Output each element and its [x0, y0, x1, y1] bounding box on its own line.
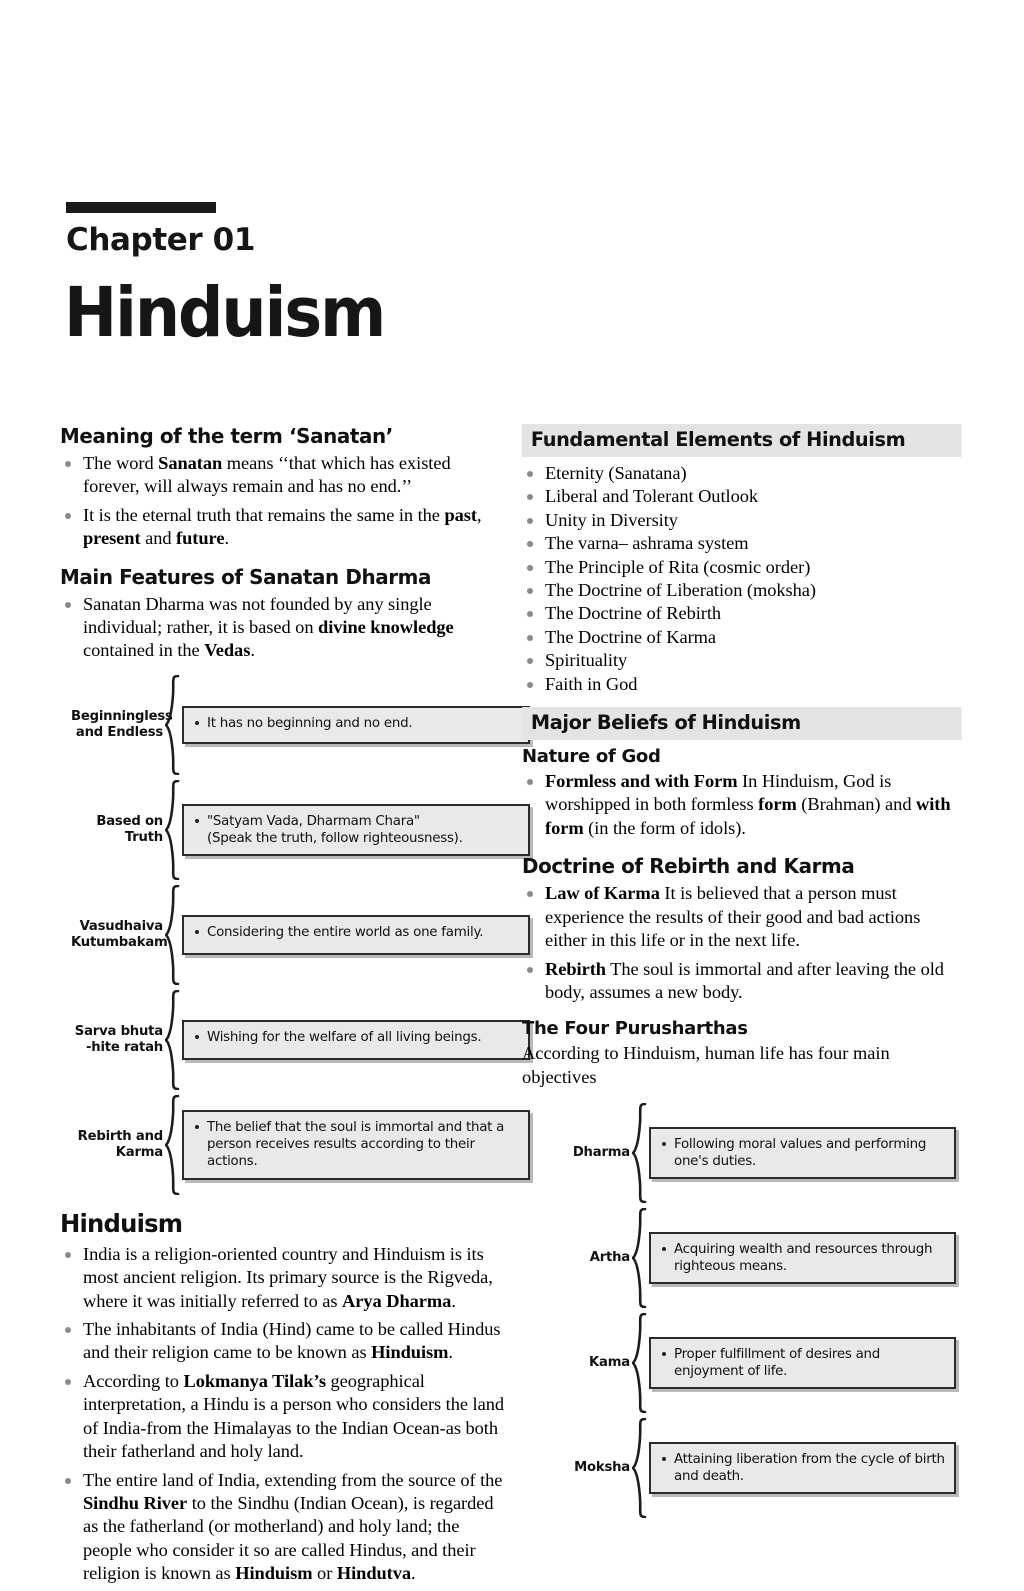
- diagram-row-text: It has no beginning and no end.: [193, 715, 520, 732]
- diagram-row: [71, 1095, 530, 1195]
- list-item: Rebirth The soul is immortal and after leaving the old body, assumes a new body.: [522, 958, 966, 1005]
- list-item: The entire land of India, extending from the source of the Sindhu River to the Sindhu (Indian Ocean), is regarded as the fatherland (or motherland) and holy land; the people who consider it so are called Hindus, and their religion is known as Hinduism or Hindutva.: [60, 1469, 510, 1586]
- list-item: India is a religion-oriented country and Hinduism is its most ancient religion. Its primary source is the Rigveda, where it was initially referred to as Arya Dharma.: [60, 1243, 510, 1313]
- diagram-row-label: Artha: [589, 1250, 630, 1266]
- list-meaning-of-sanatan: [60, 452, 510, 551]
- diagram-row: [560, 1208, 956, 1308]
- list-item: Spirituality: [522, 649, 966, 672]
- list-doctrine-rebirth-karma: [522, 882, 966, 1004]
- diagram-row-label: Dharma: [572, 1145, 630, 1161]
- diagram-row-text: Attaining liberation from the cycle of birth and death.: [660, 1451, 946, 1485]
- heading-four-purusharthas: The Four Purusharthas: [522, 1018, 748, 1040]
- diagram-row: [71, 885, 530, 985]
- list-item: Liberal and Tolerant Outlook: [522, 485, 966, 508]
- list-item: It is the eternal truth that remains the same in the past, present and future.: [60, 504, 510, 551]
- heading-nature-of-god: Nature of God: [522, 746, 661, 768]
- chapter-label: Chapter 01: [66, 222, 255, 258]
- curly-brace-icon: [632, 1208, 649, 1308]
- right-column: [522, 424, 966, 1523]
- diagram-row: [71, 990, 530, 1090]
- diagram-row-box: [182, 804, 530, 856]
- diagram-row-label: Based on Truth: [96, 813, 163, 845]
- diagram-row-label: Moksha: [574, 1460, 630, 1476]
- heading-meaning-of-sanatan: Meaning of the term ‘Sanatan’: [60, 424, 393, 448]
- diagram-row: [71, 780, 530, 880]
- diagram-row: [560, 1103, 956, 1203]
- diagram-row: [560, 1418, 956, 1518]
- curly-brace-icon: [632, 1103, 649, 1203]
- diagram-row-label: Kama: [589, 1355, 630, 1371]
- chapter-rule: [66, 202, 216, 213]
- diagram-row-box: [649, 1337, 956, 1389]
- diagram-row-label: Beginningless and Endless: [71, 708, 173, 740]
- diagram-row-text: Acquiring wealth and resources through righteous means.: [660, 1241, 946, 1275]
- diagram-row-text: "Satyam Vada, Dharmam Chara" (Speak the truth, follow righteousness).: [193, 813, 520, 847]
- purusharthas-brace-diagram: [560, 1103, 956, 1518]
- features-brace-diagram: [71, 675, 530, 1195]
- list-item: According to Lokmanya Tilak’s geographical interpretation, a Hindu is a person who considers the land of India-from the Himalayas to the Indian Ocean-as both their fatherland and holy land.: [60, 1370, 510, 1464]
- chapter-title: Hinduism: [64, 273, 385, 353]
- list-nature-of-god: [522, 770, 966, 840]
- left-column: [60, 424, 510, 1591]
- list-item: Eternity (Sanatana): [522, 462, 966, 485]
- heading-doctrine-rebirth-karma: Doctrine of Rebirth and Karma: [522, 854, 855, 879]
- diagram-row-text: Considering the entire world as one family.: [193, 924, 520, 941]
- diagram-row-text: Proper fulfillment of desires and enjoyment of life.: [660, 1346, 946, 1380]
- diagram-row-box: [649, 1232, 956, 1284]
- diagram-row-label: Sarva bhuta -hite ratah: [74, 1023, 163, 1055]
- list-item: The inhabitants of India (Hind) came to be called Hindus and their religion came to be known as Hinduism.: [60, 1318, 510, 1365]
- list-item: The word Sanatan means ‘‘that which has existed forever, will always remain and has no end.’’: [60, 452, 510, 499]
- list-item: The Doctrine of Liberation (moksha): [522, 579, 966, 602]
- list-item: Unity in Diversity: [522, 509, 966, 532]
- diagram-row-box: [182, 1020, 530, 1060]
- curly-brace-icon: [165, 885, 182, 985]
- list-item: Law of Karma It is believed that a person must experience the results of their good and bad actions either in this life or in the next life.: [522, 882, 966, 952]
- list-item: The Doctrine of Rebirth: [522, 602, 966, 625]
- curly-brace-icon: [632, 1313, 649, 1413]
- heading-major-beliefs: Major Beliefs of Hinduism: [522, 707, 962, 740]
- list-fundamental-elements: [522, 462, 966, 696]
- diagram-row: [560, 1313, 956, 1413]
- diagram-row-box: [182, 706, 530, 744]
- diagram-row: [71, 675, 530, 775]
- diagram-row-box: [649, 1127, 956, 1179]
- diagram-row-text: Wishing for the welfare of all living beings.: [193, 1029, 520, 1046]
- diagram-row-box: [182, 915, 530, 955]
- diagram-row-text: The belief that the soul is immortal and that a person receives results according to their actions.: [193, 1119, 520, 1171]
- purusharthas-intro: According to Hinduism, human life has four main objectives: [522, 1043, 890, 1087]
- list-item: Sanatan Dharma was not founded by any single individual; rather, it is based on divine knowledge contained in the Vedas.: [60, 593, 510, 663]
- list-item: The varna– ashrama system: [522, 532, 966, 555]
- list-item: The Principle of Rita (cosmic order): [522, 556, 966, 579]
- curly-brace-icon: [632, 1418, 649, 1518]
- list-item: Faith in God: [522, 673, 966, 696]
- list-main-features: [60, 593, 510, 663]
- curly-brace-icon: [165, 1095, 182, 1195]
- heading-hinduism: Hinduism: [60, 1208, 183, 1238]
- curly-brace-icon: [165, 780, 182, 880]
- list-hinduism: [60, 1243, 510, 1586]
- curly-brace-icon: [165, 990, 182, 1090]
- curly-brace-icon: [165, 675, 182, 775]
- diagram-row-label: Vasudhaiva Kutumbakam: [71, 918, 168, 950]
- diagram-row-box: [649, 1442, 956, 1494]
- diagram-row-label: Rebirth and Karma: [77, 1128, 163, 1160]
- heading-main-features: Main Features of Sanatan Dharma: [60, 564, 432, 589]
- diagram-row-box: [182, 1110, 530, 1180]
- list-item: The Doctrine of Karma: [522, 626, 966, 649]
- list-item: Formless and with Form In Hinduism, God is worshipped in both formless form (Brahman) and with form (in the form of idols).: [522, 770, 966, 840]
- diagram-row-text: Following moral values and performing one's duties.: [660, 1136, 946, 1170]
- heading-fundamental-elements: Fundamental Elements of Hinduism: [522, 424, 962, 457]
